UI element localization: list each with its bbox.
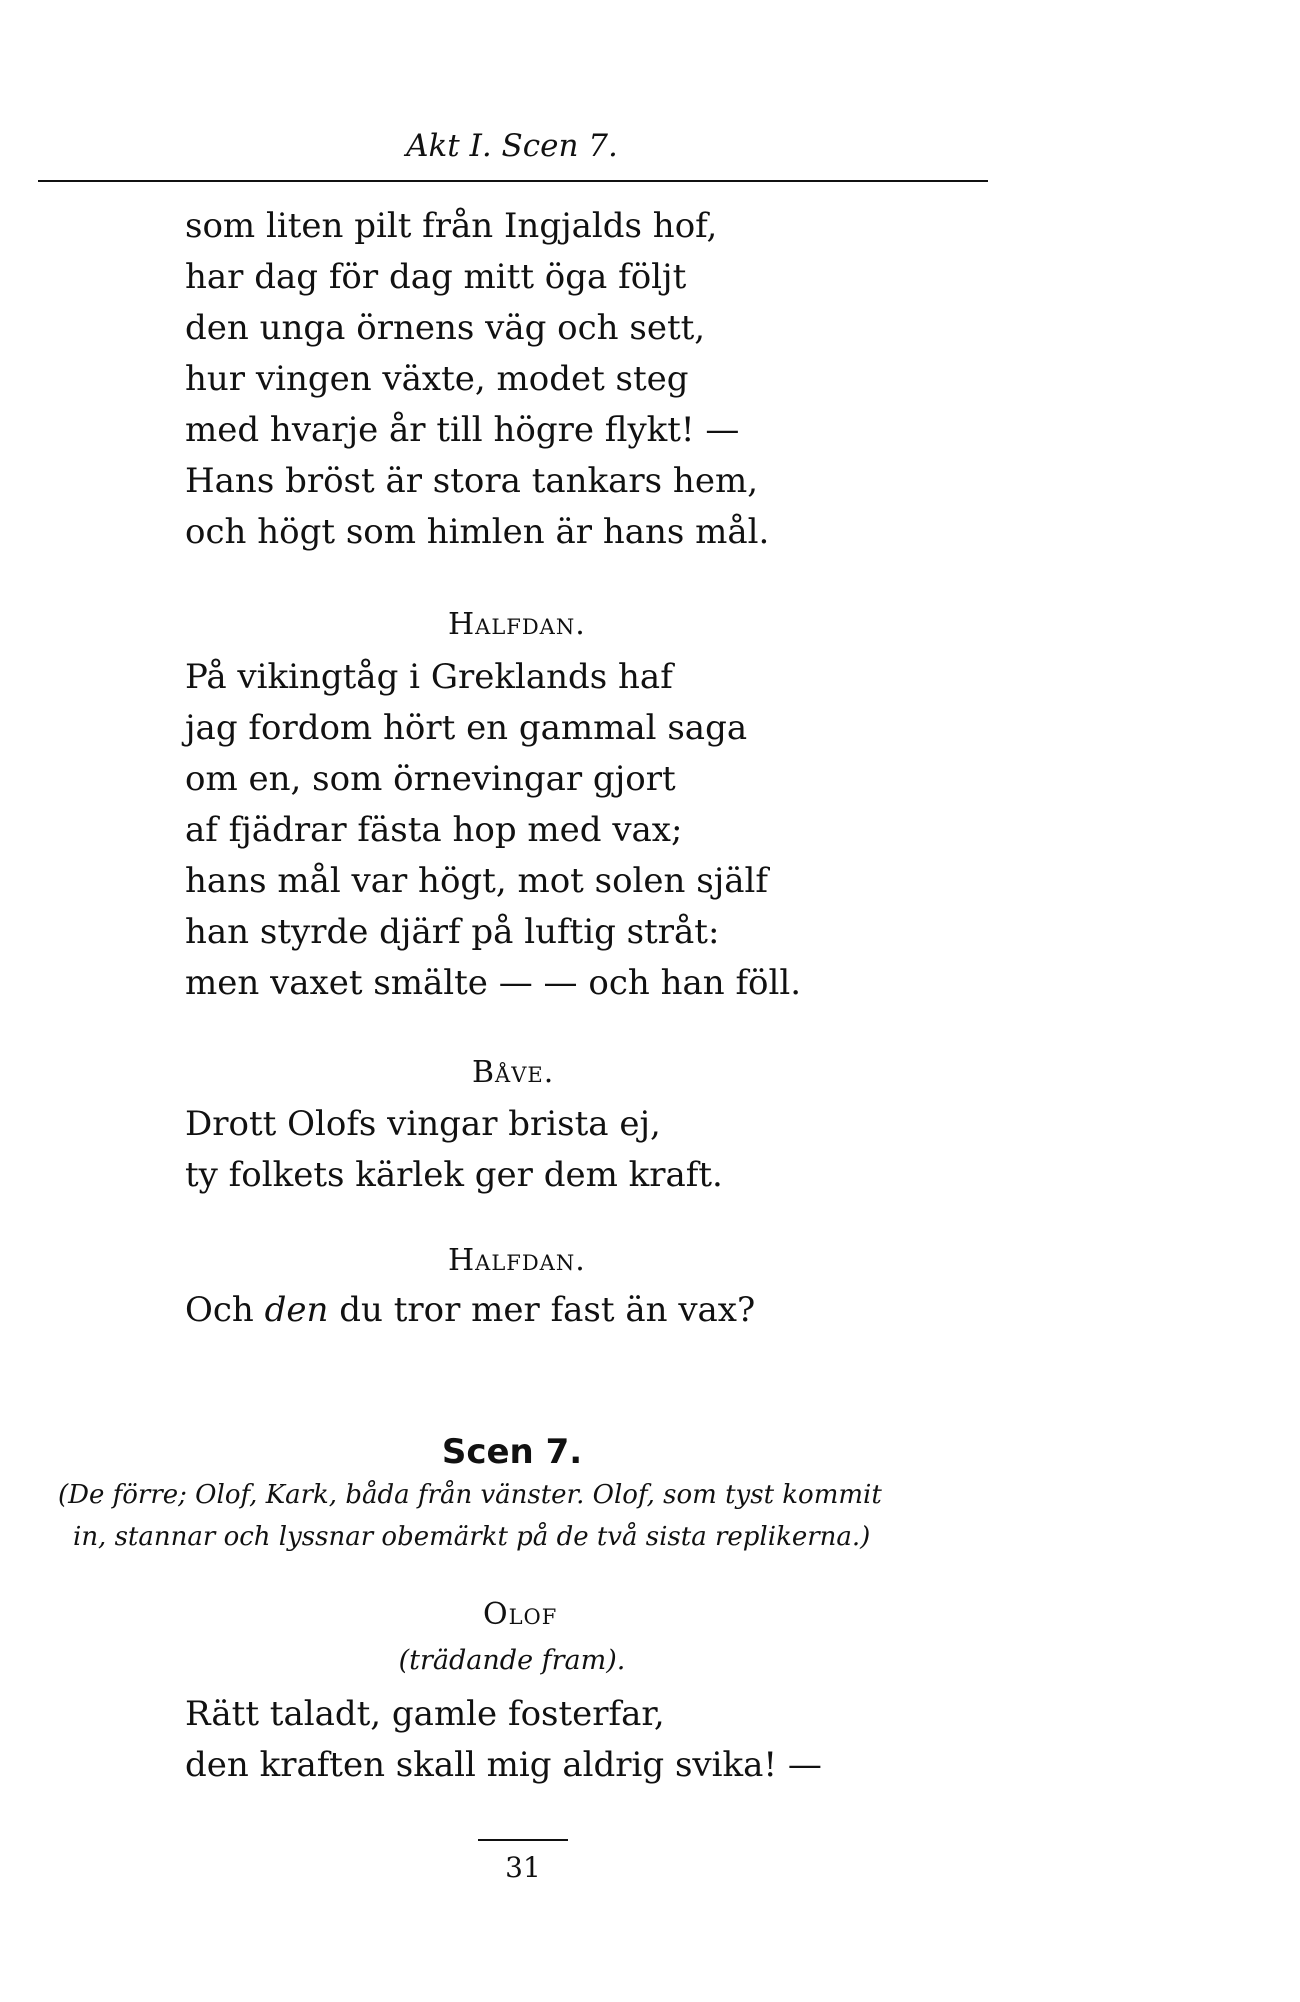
verse-line: som liten pilt från Ingjalds hof, <box>185 206 718 246</box>
emphasis-text: den <box>264 1290 329 1330</box>
stage-direction: in, stannar och lyssnar obemärkt på de två sista replikerna.) <box>73 1522 871 1552</box>
verse-line: af fjädrar fästa hop med vax; <box>185 810 683 850</box>
scene-title: Scen 7. <box>441 1432 583 1472</box>
stage-direction: (trädande fram). <box>398 1645 626 1676</box>
verse-line: hans mål var högt, mot solen själf <box>185 861 768 901</box>
verse-line: Rätt taladt, gamle fosterfar, <box>185 1694 665 1734</box>
verse-line: har dag för dag mitt öga följt <box>185 257 687 297</box>
verse-line: om en, som örnevingar gjort <box>185 759 676 799</box>
verse-text: du tror mer fast än vax? <box>328 1290 756 1330</box>
footer-rule <box>478 1839 568 1841</box>
speaker-name: Olof <box>483 1597 558 1632</box>
verse-line: men vaxet smälte — — och han föll. <box>185 963 802 1003</box>
stage-direction: (De förre; Olof, Kark, båda från vänster. Olof, som tyst kommit <box>58 1480 882 1510</box>
verse-line: Drott Olofs vingar brista ej, <box>185 1104 661 1144</box>
speaker-name: Båve. <box>472 1055 555 1090</box>
verse-line: Hans bröst är stora tankars hem, <box>185 461 759 501</box>
speaker-name: Halfdan. <box>448 1243 586 1278</box>
speaker-name: Halfdan. <box>448 607 586 642</box>
verse-line: På vikingtåg i Greklands haf <box>185 657 673 697</box>
verse-line: hur vingen växte, modet steg <box>185 359 689 399</box>
header-rule <box>38 180 988 182</box>
verse-line: ty folkets kärlek ger dem kraft. <box>185 1155 723 1195</box>
verse-line <box>185 1290 755 1330</box>
verse-line: den kraften skall mig aldrig svika! — <box>185 1745 822 1785</box>
page-number: 31 <box>505 1851 541 1884</box>
verse-line: den unga örnens väg och sett, <box>185 308 706 348</box>
verse-line: han styrde djärf på luftig stråt: <box>185 912 720 952</box>
verse-line: jag fordom hört en gammal saga <box>185 708 748 748</box>
verse-line: med hvarje år till högre flykt! — <box>185 410 740 450</box>
verse-line: och högt som himlen är hans mål. <box>185 512 770 552</box>
running-header: Akt I. Scen 7. <box>406 128 618 164</box>
verse-text: Och <box>185 1290 265 1330</box>
